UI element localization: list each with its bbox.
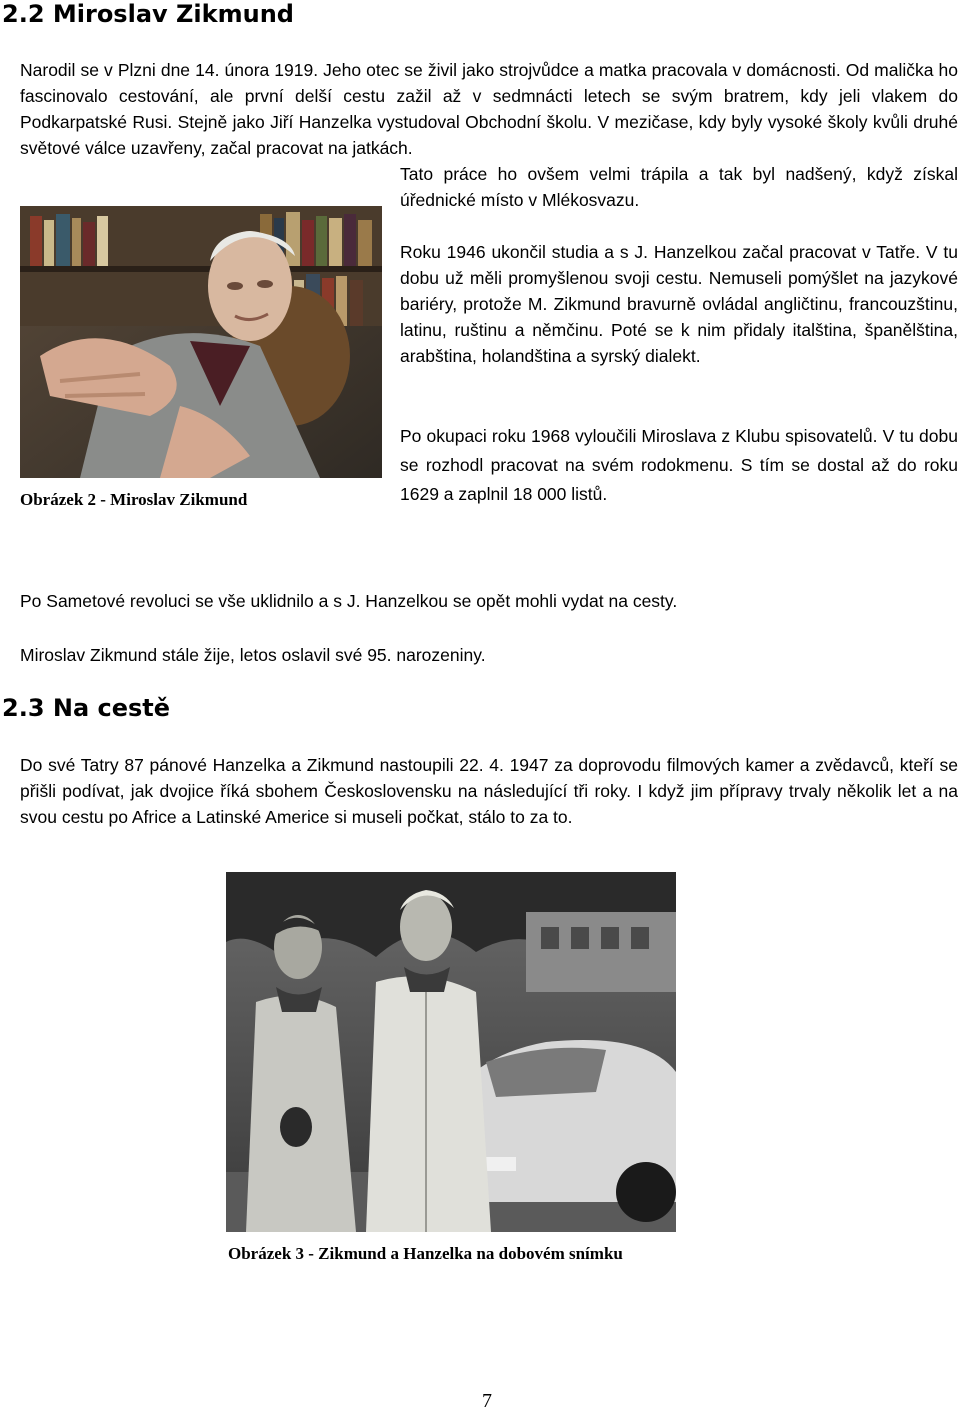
page-number: 7 (482, 1390, 492, 1412)
intro-paragraph: Narodil se v Plzni dne 14. února 1919. Jeho otec se živil jako strojvůdce a matka pracovala v domácnosti. Od malička ho fascinovalo cestování, ale první delší cestu zažil až v sedmnácti letech se svým bratrem, kdy jeli vlakem do Podkarpatské Rusi. Stejně jako Jiří Hanzelka vystudoval Obchodní školu. V mezičase, kdy byly vysoké školy kvůli druhé světové válce uzavřeny, začal pracovat na jatkách. (20, 60, 958, 158)
zikmund-portrait-photo (20, 206, 382, 478)
figure-caption-2: Obrázek 2 - Miroslav Zikmund (20, 490, 248, 509)
zikmund-hanzelka-photo (226, 872, 676, 1232)
section-heading-na-ceste: 2.3 Na cestě (2, 694, 171, 722)
paragraph-velvet-revolution: Po Sametové revoluci se vše uklidnilo a s J. Hanzelkou se opět mohli vydat na cesty. (20, 591, 678, 611)
figure-caption-3: Obrázek 3 - Zikmund a Hanzelka na dobovém snímku (228, 1244, 623, 1263)
section-heading-zikmund: 2.2 Miroslav Zikmund (2, 0, 294, 28)
paragraph-birthday: Miroslav Zikmund stále žije, letos oslavil své 95. narozeniny. (20, 645, 486, 665)
paragraph-occupation-genealogy: Po okupaci roku 1968 vyloučili Miroslava z Klubu spisovatelů. V tu dobu se rozhodl pracovat na svém rodokmenu. S tím se dostal až do roku 1629 a zaplnil 18 000 listů. (400, 426, 958, 504)
intro-tail-paragraph: Tato práce ho ovšem velmi trápila a tak byl nadšený, když získal úřednické místo v Mlékosvazu. (400, 164, 958, 210)
paragraph-departure: Do své Tatry 87 pánové Hanzelka a Zikmund nastoupili 22. 4. 1947 za doprovodu filmových kamer a zvědavců, kteří se přišli podívat, jak dvojice říká sbohem Československu na následující tři roky. I když jim přípravy trvaly několik let a na svou cestu po Africe a Latinské Americe si museli počkat, stálo to za to. (20, 755, 958, 827)
paragraph-studies-languages: Roku 1946 ukončil studia a s J. Hanzelkou začal pracovat v Tatře. V tu dobu už měli promyšlenou svoji cestu. Nemuseli pomýšlet na jazykové bariéry, protože M. Zikmund bravurně ovládal angličtinu, francouzštinu, latinu, ruštinu a němčinu. Poté se k nim přidaly italština, španělština, arabština, holandština a syrský dialekt. (400, 242, 958, 366)
